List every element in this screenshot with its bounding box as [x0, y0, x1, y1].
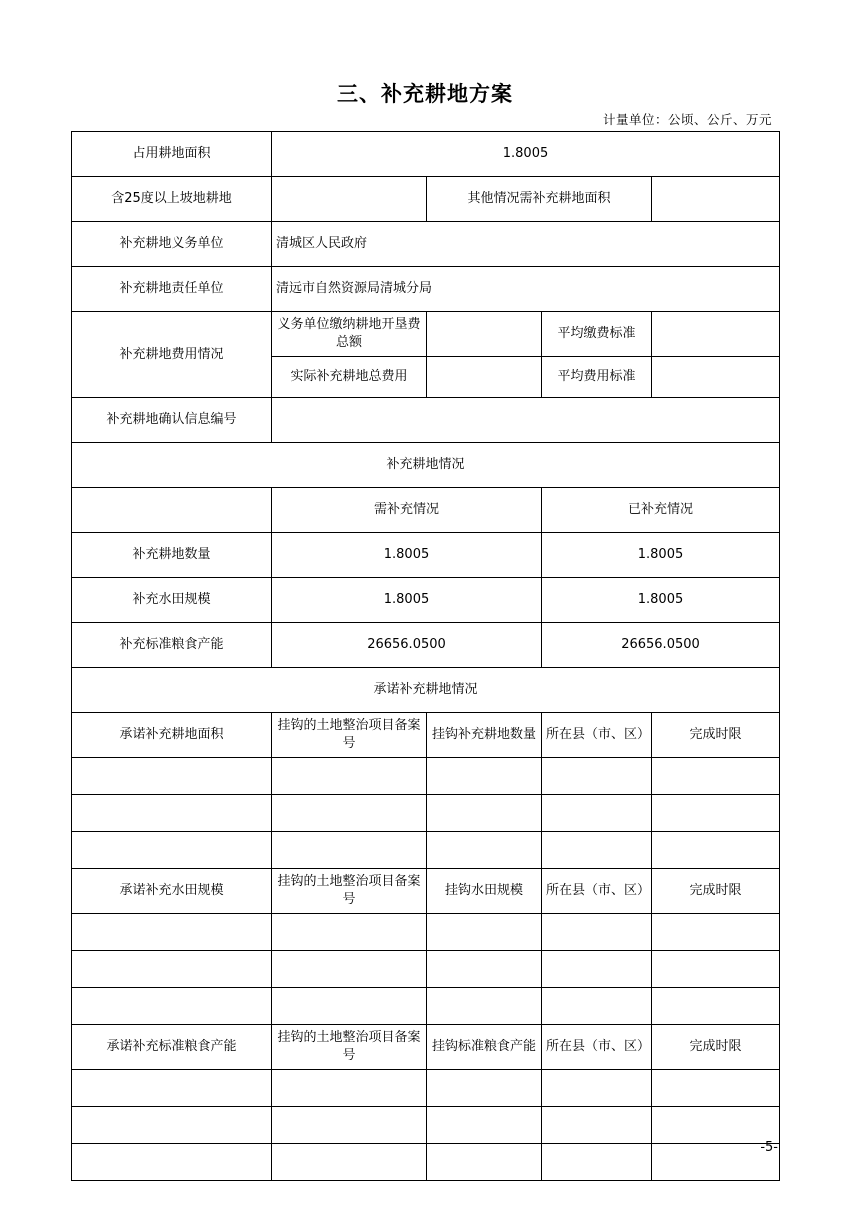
table-row: [72, 1144, 780, 1181]
table-row: [72, 795, 780, 832]
blank-cell: [542, 988, 652, 1025]
blank-cell: [427, 832, 542, 869]
table-row: [72, 443, 780, 488]
promise-area-qty: 挂钩补充耕地数量: [427, 713, 542, 758]
resp-unit-value: 清远市自然资源局清城分局: [272, 267, 780, 312]
fee-item2-std-value: [652, 357, 780, 398]
blank-cell: [272, 795, 427, 832]
page-title: 三、补充耕地方案: [337, 82, 513, 106]
blank-cell: [272, 914, 427, 951]
paddy-done-value: 1.8005: [542, 578, 780, 623]
other-need-label: 其他情况需补充耕地面积: [427, 177, 652, 222]
table-row: [72, 832, 780, 869]
table-row: [72, 222, 780, 267]
blank-cell: [72, 1107, 272, 1144]
blank-cell: [652, 795, 780, 832]
table-row: [72, 578, 780, 623]
table-row: [72, 533, 780, 578]
blank-cell: [427, 914, 542, 951]
table-row: [72, 267, 780, 312]
slope-label: 含25度以上坡地耕地: [72, 177, 272, 222]
promise-paddy-deadline: 完成时限: [652, 869, 780, 914]
table-row: [72, 951, 780, 988]
promise-grain-deadline: 完成时限: [652, 1025, 780, 1070]
table-row: [72, 132, 780, 177]
table-row: [72, 758, 780, 795]
blank-cell: [272, 832, 427, 869]
occupied-value: 1.8005: [272, 132, 780, 177]
slope-value: [272, 177, 427, 222]
fee-item1-value: [427, 312, 542, 357]
table-row: [72, 488, 780, 533]
other-need-value: [652, 177, 780, 222]
qty-done-value: 1.8005: [542, 533, 780, 578]
duty-unit-label: 补充耕地义务单位: [72, 222, 272, 267]
blank-cell: [542, 914, 652, 951]
blank-cell: [542, 1107, 652, 1144]
occupied-label: 占用耕地面积: [72, 132, 272, 177]
fee-item2-std-label: 平均费用标准: [542, 357, 652, 398]
fee-item2-label: 实际补充耕地总费用: [272, 357, 427, 398]
table-row: [72, 914, 780, 951]
blank-cell: [272, 988, 427, 1025]
table-row: [72, 713, 780, 758]
table-row: [72, 668, 780, 713]
blank-cell: [72, 988, 272, 1025]
page-number: -5-: [760, 1140, 778, 1155]
promise-area-project-no: 挂钩的土地整治项目备案号: [272, 713, 427, 758]
blank-cell: [272, 1107, 427, 1144]
grain-need-value: 26656.0500: [272, 623, 542, 668]
blank-cell: [427, 951, 542, 988]
supplement-section-header: 补充耕地情况: [72, 443, 780, 488]
promise-area-label: 承诺补充耕地面积: [72, 713, 272, 758]
fee-item2-value: [427, 357, 542, 398]
blank-cell: [427, 1144, 542, 1181]
table-row: [72, 1070, 780, 1107]
duty-unit-value: 清城区人民政府: [272, 222, 780, 267]
fee-item1-std-value: [652, 312, 780, 357]
table-row: [72, 1107, 780, 1144]
promise-area-deadline: 完成时限: [652, 713, 780, 758]
blank-cell: [72, 1144, 272, 1181]
promise-grain-capacity: 挂钩标准粮食产能: [427, 1025, 542, 1070]
table-row: [72, 869, 780, 914]
blank-cell: [72, 1070, 272, 1107]
blank-cell: [72, 914, 272, 951]
promise-paddy-scale: 挂钩水田规模: [427, 869, 542, 914]
promise-paddy-project-no: 挂钩的土地整治项目备案号: [272, 869, 427, 914]
table-row: [72, 988, 780, 1025]
blank-cell: [272, 758, 427, 795]
blank-cell: [427, 795, 542, 832]
blank-cell: [272, 1144, 427, 1181]
blank-cell: [72, 951, 272, 988]
blank-cell: [542, 951, 652, 988]
paddy-need-value: 1.8005: [272, 578, 542, 623]
confirm-no-value: [272, 398, 780, 443]
promise-paddy-label: 承诺补充水田规模: [72, 869, 272, 914]
blank-cell: [652, 758, 780, 795]
blank-cell: [652, 832, 780, 869]
blank-cell: [72, 795, 272, 832]
table-row: [72, 623, 780, 668]
blank-cell: [72, 758, 272, 795]
blank-cell: [652, 951, 780, 988]
supplement-farmland-table: [71, 131, 780, 1181]
fee-label: 补充耕地费用情况: [72, 312, 272, 398]
blank-cell: [427, 988, 542, 1025]
promise-grain-label: 承诺补充标准粮食产能: [72, 1025, 272, 1070]
promise-grain-county: 所在县（市、区）: [542, 1025, 652, 1070]
blank-cell: [652, 1107, 780, 1144]
blank-cell: [72, 832, 272, 869]
need-header: 需补充情况: [272, 488, 542, 533]
table-row: [72, 312, 780, 357]
qty-label: 补充耕地数量: [72, 533, 272, 578]
blank-cell: [542, 832, 652, 869]
fee-item1-label: 义务单位缴纳耕地开垦费总额: [272, 312, 427, 357]
blank-cell: [427, 1070, 542, 1107]
blank-cell: [652, 914, 780, 951]
grain-label: 补充标准粮食产能: [72, 623, 272, 668]
grain-done-value: 26656.0500: [542, 623, 780, 668]
confirm-no-label: 补充耕地确认信息编号: [72, 398, 272, 443]
promise-area-county: 所在县（市、区）: [542, 713, 652, 758]
promise-section-header: 承诺补充耕地情况: [72, 668, 780, 713]
blank-cell: [542, 795, 652, 832]
blank-cell: [427, 1107, 542, 1144]
table-row: [72, 177, 780, 222]
blank-cell: [272, 951, 427, 988]
blank-cell: [542, 1070, 652, 1107]
blank-cell: [427, 758, 542, 795]
table-row: [72, 398, 780, 443]
blank-cell: [542, 1144, 652, 1181]
fee-item1-std-label: 平均缴费标准: [542, 312, 652, 357]
promise-grain-project-no: 挂钩的土地整治项目备案号: [272, 1025, 427, 1070]
unit-note: 计量单位：公顷、公斤、万元: [602, 112, 772, 127]
blank-cell: [272, 1070, 427, 1107]
promise-paddy-county: 所在县（市、区）: [542, 869, 652, 914]
qty-need-value: 1.8005: [272, 533, 542, 578]
blank-cell: [542, 758, 652, 795]
resp-unit-label: 补充耕地责任单位: [72, 267, 272, 312]
blank-cell: [652, 988, 780, 1025]
empty-corner-cell: [72, 488, 272, 533]
table-row: [72, 1025, 780, 1070]
done-header: 已补充情况: [542, 488, 780, 533]
blank-cell: [652, 1070, 780, 1107]
paddy-label: 补充水田规模: [72, 578, 272, 623]
